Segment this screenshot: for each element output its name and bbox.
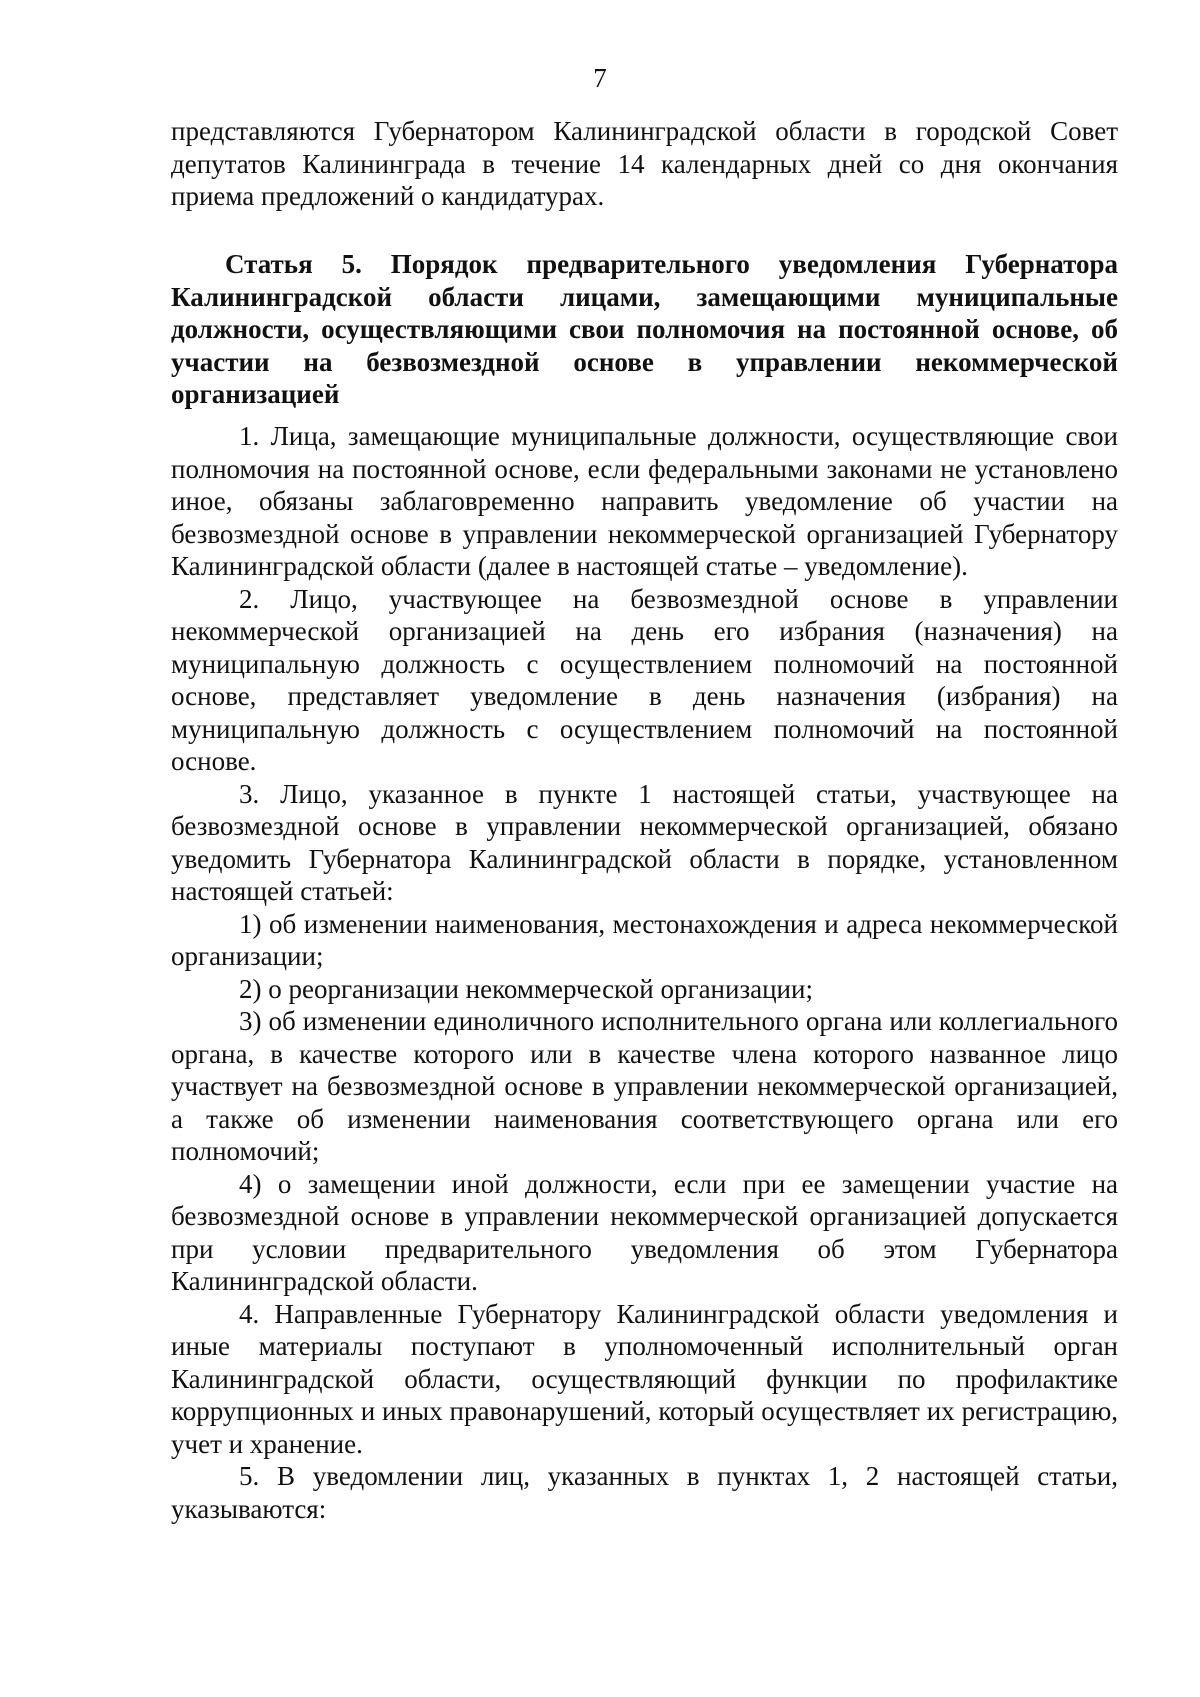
paragraph-4: 4. Направленные Губернатору Калининградской области уведомления и иные материалы поступают в уполномоченный исполнительный орган Калининградской области, осуществляющий функции по профилактике коррупционных и иных правонарушений, который осуществляет их регистрацию, учет и хранение. [171, 1298, 1118, 1459]
paragraph-5: 5. В уведомлении лиц, указанных в пунктах 1, 2 настоящей статьи, указываются: [171, 1461, 1118, 1524]
paragraph-3: 3. Лицо, указанное в пункте 1 настоящей статьи, участвующее на безвозмездной основе в управлении некоммерческой организацией, обязано уведомить Губернатора Калининградской области в порядке, установленном настоящей статьей: [171, 778, 1118, 906]
intro-paragraph: представляются Губернатором Калининградской области в городской Совет депутатов Калининграда в течение 14 календарных дней со дня окончания приема предложений о кандидатурах. [171, 116, 1118, 211]
subitem-3-2: 2) о реорганизации некоммерческой организации; [239, 973, 813, 1004]
page-number: 7 [593, 63, 607, 93]
subitem-3-1: 1) об изменении наименования, местонахождения и адреса некоммерческой организации; [171, 908, 1118, 971]
paragraph-1: 1. Лица, замещающие муниципальные должности, осуществляющие свои полномочия на постоянной основе, если федеральными законами не установлено иное, обязаны заблаговременно направить уведомление об участии на безвозмездной основе в управлении некоммерческой организацией Губернатору Калининградской области (далее в настоящей статье – уведомление). [171, 421, 1118, 581]
article-heading: Статья 5. Порядок предварительного уведомления Губернатора Калининградской области лицами, замещающими муниципальные должности, осуществляющими свои полномочия на постоянной основе, об участии на безвозмездной основе в управлении некоммерческой организацией [171, 249, 1118, 409]
paragraph-2: 2. Лицо, участвующее на безвозмездной основе в управлении некоммерческой организацией на день его избрания (назначения) на муниципальную должность с осуществлением полномочий на постоянной основе, представляет уведомление в день назначения (избрания) на муниципальную должность с осуществлением полномочий на постоянной основе. [171, 583, 1118, 776]
subitem-3-3: 3) об изменении единоличного исполнительного органа или коллегиального органа, в качестве которого или в качестве члена которого названное лицо участвует на безвозмездной основе в управлении некоммерческой организацией, а также об изменении наименования соответствующего органа или его полномочий; [171, 1006, 1118, 1166]
subitem-3-4: 4) о замещении иной должности, если при ее замещении участие на безвозмездной основе в управлении некоммерческой организацией допускается при условии предварительного уведомления об этом Губернатора Калининградской области. [171, 1168, 1118, 1296]
article-body [171, 420, 1118, 1525]
